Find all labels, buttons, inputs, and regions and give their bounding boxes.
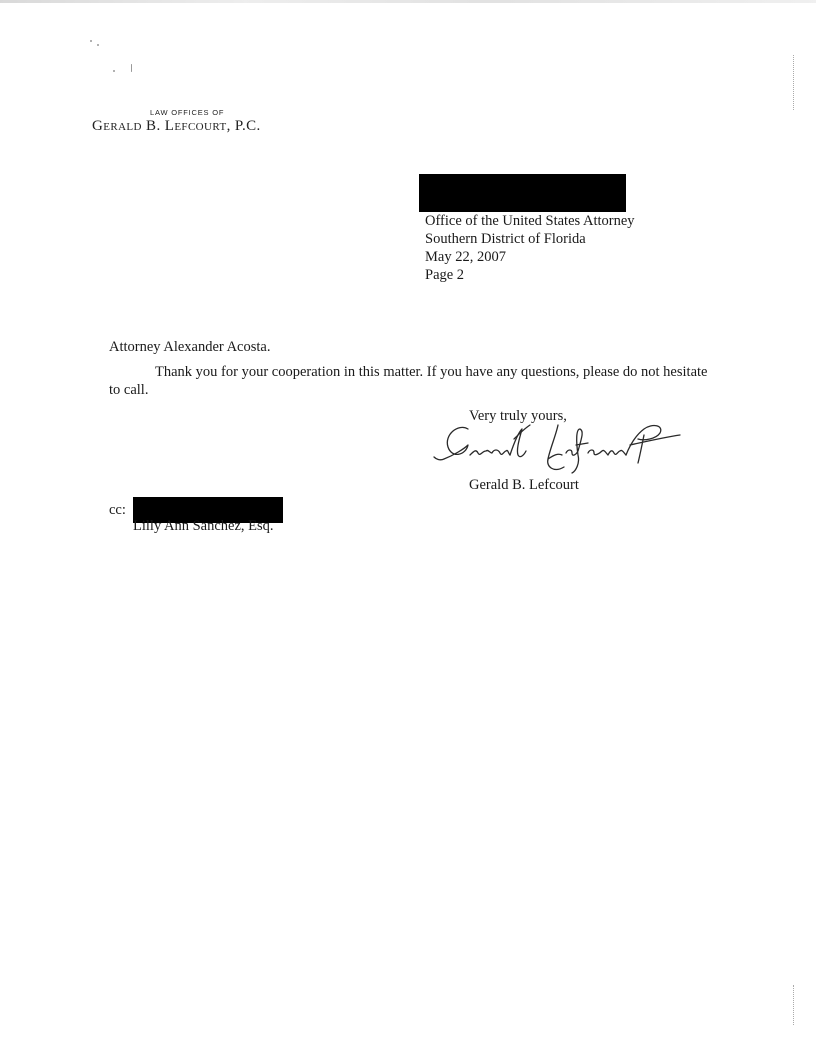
scan-edge-artifact: [793, 55, 795, 110]
redaction-bar-addressee: [419, 174, 626, 212]
body-line-attorney: Attorney Alexander Acosta.: [109, 339, 271, 355]
body-paragraph-text: Thank you for your cooperation in this matter. If you have any questions, please do not hesitate to call.: [109, 364, 708, 398]
scan-edge-artifact: [0, 0, 816, 3]
signer-name: Gerald B. Lefcourt: [469, 477, 579, 493]
cc-label: cc:: [109, 502, 126, 518]
scan-speck: [97, 44, 99, 46]
handwritten-signature: [430, 415, 685, 483]
scan-edge-artifact: [793, 985, 795, 1025]
address-line: Southern District of Florida: [425, 231, 586, 247]
scan-speck: [90, 40, 92, 42]
address-line: Office of the United States Attorney: [425, 213, 635, 229]
page-number-line: Page 2: [425, 267, 465, 283]
scan-speck: [113, 70, 115, 72]
date-line: May 22, 2007: [425, 249, 506, 265]
letterhead-firm-name: Gerald B. Lefcourt, P.C.: [92, 118, 261, 134]
scan-speck: [131, 64, 132, 72]
closing-valediction: Very truly yours,: [469, 408, 567, 424]
cc-recipient: Lilly Ann Sanchez, Esq.: [133, 518, 274, 534]
letterhead-small-line: LAW OFFICES OF: [150, 108, 225, 117]
body-paragraph: [109, 363, 709, 399]
address-block: [425, 212, 635, 284]
